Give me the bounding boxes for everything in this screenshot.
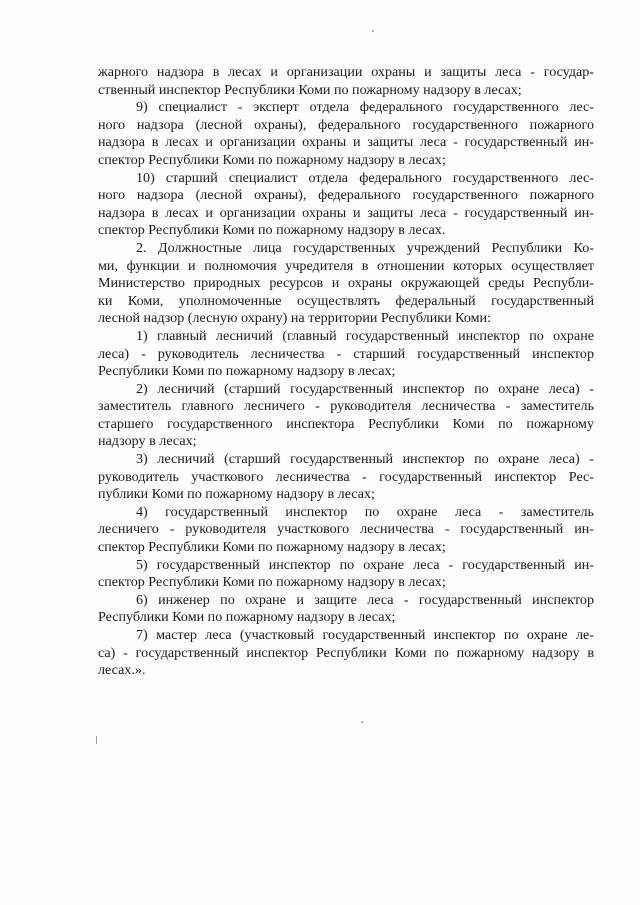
text-line: надзора в лесах и организации охраны и защиты леса - государственный ин- [98, 204, 594, 221]
text-line: спектор Республики Коми по пожарному надзору в лесах; [98, 574, 446, 591]
text-line: ми, функции и полномочия учредителя в отношении которых осуществляет [98, 257, 594, 274]
text-line: руководитель участкового лесничества - государственный инспектор Рес- [98, 468, 594, 485]
scan-speck [372, 30, 374, 32]
list-item-6: 6) инженер по охране и защите леса - государственный инспектор [136, 591, 594, 608]
text-line: Республики Коми по пожарному надзору в лесах; [98, 363, 396, 380]
list-item-3: 3) лесничий (старший государственный инспектор по охране леса) - [136, 451, 594, 468]
text-line: надзору в лесах; [98, 433, 197, 450]
list-item-2: 2) лесничий (старший государственный инспектор по охране леса) - [136, 380, 594, 397]
text-line: заместитель главного лесничего - руководителя лесничества - заместитель [98, 398, 594, 415]
text-line: ного надзора (лесной охраны), федерального государственного пожарного [98, 187, 594, 204]
text-line: ного надзора (лесной охраны), федерального государственного пожарного [98, 116, 594, 133]
text-line: публики Коми по пожарному надзору в лесах; [98, 486, 375, 503]
text-line: Министерство природных ресурсов и охраны окружающей среды Республи- [98, 275, 594, 292]
text-line: лесной надзор (лесную охрану) на территории Республики Коми: [98, 310, 492, 327]
scan-speck [361, 721, 363, 723]
text-line: старшего государственного инспектора Республики Коми по пожарному [98, 415, 594, 432]
document-body [98, 64, 594, 680]
text-line: лесах.». [98, 662, 146, 679]
text-line: лесничего - руководителя участкового лесничества - государственный ин- [98, 521, 594, 538]
list-item-10: 10) старший специалист отдела федерального государственного лес- [136, 169, 594, 186]
list-item-5: 5) государственный инспектор по охране леса - государственный ин- [136, 556, 594, 573]
scan-speck [96, 736, 97, 744]
text-line: спектор Республики Коми по пожарному надзору в лесах; [98, 539, 446, 556]
list-item-4: 4) государственный инспектор по охране леса - заместитель [136, 503, 594, 520]
text-line: спектор Республики Коми по пожарному надзору в лесах; [98, 151, 446, 168]
list-item-1: 1) главный лесничий (главный государственный инспектор по охране [136, 327, 594, 344]
list-item-7: 7) мастер леса (участковый государственный инспектор по охране ле- [136, 627, 594, 643]
text-line: Республики Коми по пожарному надзору в лесах; [98, 609, 396, 626]
text-line: леса) - руководитель лесничества - старший государственный инспектор [98, 345, 594, 362]
text-line: са) - государственный инспектор Республики Коми по пожарному надзору в [98, 644, 594, 661]
text-line: надзора в лесах и организации охраны и защиты леса - государственный ин- [98, 134, 594, 151]
text-line: жарного надзора в лесах и организации охраны и защиты леса - государ- [98, 64, 594, 80]
text-line: ственный инспектор Республики Коми по пожарному надзору в лесах; [98, 81, 522, 98]
list-item-9: 9) специалист - эксперт отдела федерального государственного лес- [136, 99, 594, 116]
paragraph-2: 2. Должностные лица государственных учреждений Республики Ко- [136, 239, 594, 256]
text-line: ки Коми, уполномоченные осуществлять федеральный государственный [98, 292, 594, 309]
text-line: спектор Республики Коми по пожарному надзору в лесах. [98, 222, 446, 239]
